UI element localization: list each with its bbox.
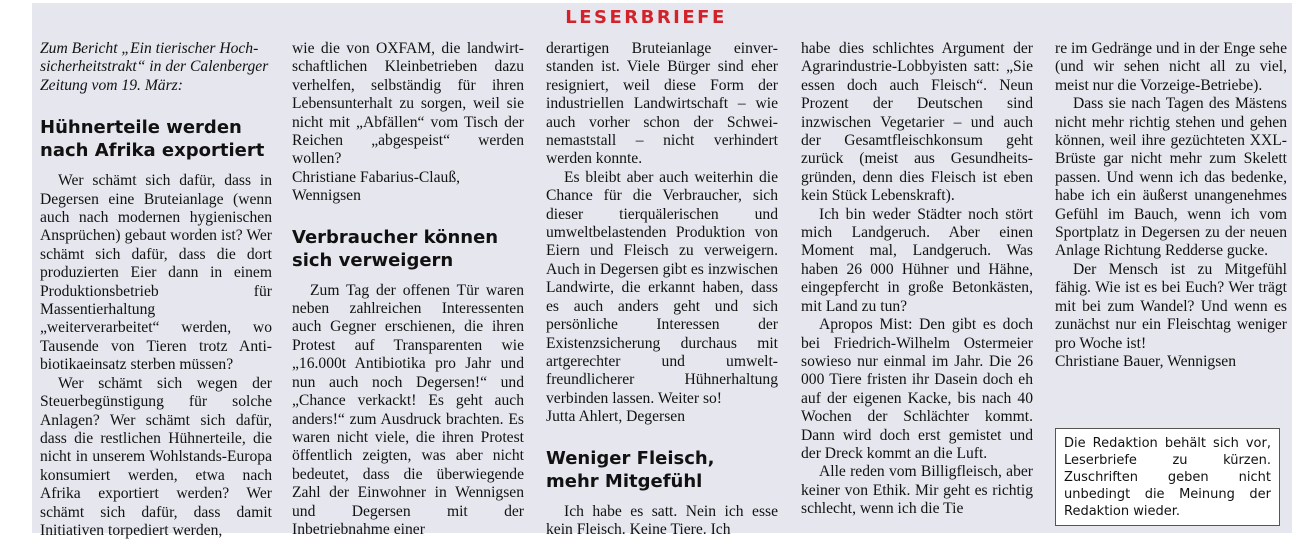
letter-3-paragraph-1a: Ich habe es satt. Nein ich esse kein Fleisch. Keine Tiere. Ich xyxy=(546,502,778,538)
column-3 xyxy=(546,40,778,539)
letter-3-paragraph-6: Der Mensch ist zu Mitgefühl fähig. Wie ist es bei Euch? Wer trägt mit bei zum Wandel? Und wenn es zunächst nur ein Fleischtag weniger pro Woche ist! xyxy=(1055,260,1287,352)
letter-3-paragraph-4b: re im Gedränge und in der Enge sehe (und wir sehen nicht all zu viel, meist nur die Vorzeige-Betriebe). xyxy=(1055,40,1287,94)
letter-1-heading: Hühnerteile werden nach Afrika exportiert xyxy=(40,117,265,162)
letter-2-heading: Verbraucher können sich verweigern xyxy=(292,226,499,271)
letter-1-paragraph-2b: wie die von OXFAM, die landwirtschaftlichen Kleinbetrieben dazu verhelfen, selbständig für ihren Lebensunterhalt zu sorgen, weil sie nicht mit „Abfällen“ vom Tisch der Reichen „abgespeist“ werden wollen? xyxy=(292,40,524,168)
letter-3-heading: Weniger Fleisch, mehr Mitgefühl xyxy=(546,447,715,492)
letter-3-paragraph-5: Dass sie nach Tagen des Mästens nicht mehr richtig stehen und gehen können, weil ihre gezüchteten XXL-Brüste gar nicht mehr zum Skelett passen. Und wenn ich das bedenke, habe ich ein äußerst unangenehmes Gefühl im Bauch, wenn ich vom Sportplatz in Degersen zu der neuen Anlage Richtung Redderse gucke. xyxy=(1055,95,1287,260)
letter-2-paragraph-1b: derartigen Bruteianlage einverstanden ist. Viele Bürger sind eher resigniert, weil diese Form der industriellen Landwirtschaft – wie auch vorher schon der Schweinemaststall – nicht verhindert werden konnte. xyxy=(546,40,778,168)
letter-2-paragraph-2: Es bleibt aber auch weiterhin die Chance für die Verbraucher, sich dieser tierquälerischen und umweltbelastenden Produktion von Eiern und Fleisch zu verweigern. Auch in Degersen gibt es inzwischen Landwirte, die erkannt haben, dass es auch anders geht und sich persönliche Interessen der Existenzsicherung durchaus mit artgerechter und umweltfreundlicherer Hühnerhaltung verbinden lassen. Weiter so! xyxy=(546,168,778,407)
letter-2-signature: Jutta Ahlert, Degersen xyxy=(546,408,686,426)
letter-1-signature: Christiane Fabarius-Clauß, Wennigsen xyxy=(292,168,461,205)
letter-3-paragraph-4a: Alle reden vom Billigfleisch, aber keiner von Ethik. Mir geht es richtig schlecht, wenn ich die Tie xyxy=(801,463,1033,518)
letter-1-paragraph-2a: Wer schämt sich wegen der Steuerbegünstigung für solche Anlagen? Wer schämt sich dafür, dass die restlichen Hühnerteile, die nicht in unserem Wohlstands-Europa konsumiert werden, etwa nach Afrika exportiert werden? Wer schämt sich dafür, dass damit Initiativen torpediert werden, xyxy=(40,374,272,539)
editorial-notice: Die Redaktion behält sich vor, Leserbriefe zu kürzen. Zuschriften geben nicht unbedingt die Meinung der Redaktion wieder. xyxy=(1055,428,1280,526)
column-1 xyxy=(40,40,272,540)
column-5 xyxy=(1055,40,1287,371)
column-4 xyxy=(801,40,1033,519)
column-2 xyxy=(292,40,524,539)
section-title: LESERBRIEFE xyxy=(565,7,727,28)
letter-3-paragraph-2: Ich bin weder Städter noch stört mich Landgeruch. Aber einen Moment mal, Landgeruch. Was haben 26 000 Hühner und Hähne, eingepfercht in große Betonkästen, mit Land zu tun? xyxy=(801,205,1033,315)
letter-3-signature: Christiane Bauer, Wennigsen xyxy=(1055,352,1237,370)
letter-3-paragraph-3: Apropos Mist: Den gibt es doch bei Friedrich-Wilhelm Ostermeier sowieso nur einmal im Jahr. Die 26 000 Tiere fristen ihr Dasein doch eh auf der eigenen Kacke, bis nach 40 Wochen der Schlächter kommt. Dann wird doch erst gemistet und der Dreck kommt an die Luft. xyxy=(801,316,1033,462)
intro-text: Zum Bericht „Ein tierischer Hochsicherheitstrakt“ in der Calenberger Zeitung vom 19. März: xyxy=(40,40,269,94)
letter-1-paragraph-1: Wer schämt sich dafür, dass in Degersen eine Bruteianlage (wenn auch nach modernen hygienischen Ansprüchen) gebaut worden ist? Wer schämt sich dafür, dass die dort produzierten Eier dann in einem Produktionsbetrieb für Massentierhaltung „weiterverarbeitet“ werden, wo Tausende von Tieren trotz Antibiotikaeinsatz sterben müssen? xyxy=(40,172,272,374)
letter-3-paragraph-1b: habe dies schlichtes Argument der Agrarindustrie-Lobbyisten satt: „Sie essen doch auch Fleisch“. Neun Prozent der Deutschen sind inzwischen Vegetarier – und auch der Gesamtfleischkonsum geht zurück (meist aus Gesundheitsgründen, denn dies Fleisch ist eben kein Stück Lebenskraft). xyxy=(801,40,1033,205)
letter-2-paragraph-1a: Zum Tag der offenen Tür waren neben zahlreichen Interessenten auch Gegner erschienen, die ihren Protest auf Transparenten wie „16.000t Antibiotika pro Jahr und nun auch noch Degersen!“ und „Chance verkackt! Es geht auch anders!“ zum Ausdruck brachten. Es waren nicht viele, die ihren Protest öffentlich zeigten, was aber nicht bedeutet, dass die überwiegende Zahl der Einwohner in Wennigsen und Degersen mit der Inbetriebnahme einer xyxy=(292,281,524,538)
